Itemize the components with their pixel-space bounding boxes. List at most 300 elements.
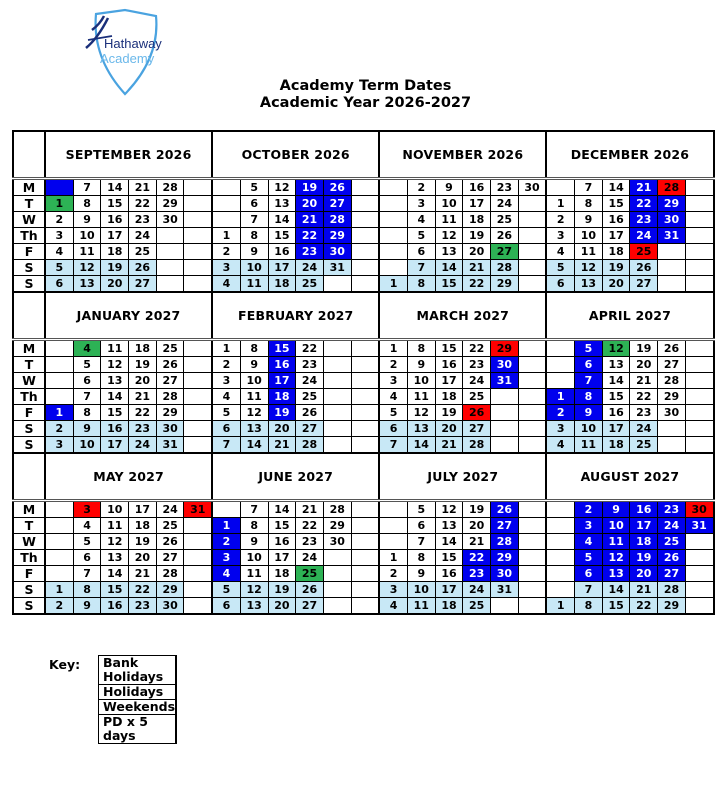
day-cell: 24 xyxy=(129,437,157,454)
empty-cell xyxy=(323,566,351,582)
day-cell: 28 xyxy=(296,437,324,454)
empty-cell xyxy=(658,244,686,260)
title-line-2: Academic Year 2026-2027 xyxy=(259,95,472,111)
day-cell: 30 xyxy=(491,566,519,582)
day-cell: 2 xyxy=(379,357,407,373)
day-cell: 24 xyxy=(630,421,658,437)
empty-cell xyxy=(323,582,351,598)
day-cell: 9 xyxy=(602,501,630,518)
empty-cell xyxy=(658,276,686,293)
day-cell: 26 xyxy=(296,582,324,598)
day-cell: 2 xyxy=(575,501,603,518)
day-cell: 1 xyxy=(45,405,73,421)
empty-cell xyxy=(518,340,546,357)
day-cell: 6 xyxy=(212,421,240,437)
day-cell: 24 xyxy=(296,373,324,389)
corner-cell xyxy=(13,292,45,340)
empty-cell xyxy=(685,598,713,615)
day-cell: 24 xyxy=(630,228,658,244)
day-cell: 21 xyxy=(463,260,491,276)
day-cell: 29 xyxy=(491,550,519,566)
day-cell: 4 xyxy=(73,340,101,357)
empty-cell xyxy=(351,501,379,518)
day-cell: 16 xyxy=(602,405,630,421)
key-color-swatch xyxy=(176,685,177,700)
empty-cell xyxy=(212,212,240,228)
day-cell: 31 xyxy=(685,518,713,534)
empty-cell xyxy=(323,598,351,615)
day-cell: 26 xyxy=(491,228,519,244)
day-cell: 4 xyxy=(575,534,603,550)
day-cell: 9 xyxy=(73,212,101,228)
day-row xyxy=(13,582,714,598)
empty-cell xyxy=(351,212,379,228)
day-cell: 6 xyxy=(407,244,435,260)
day-cell: 10 xyxy=(602,518,630,534)
day-row xyxy=(13,534,714,550)
day-cell: 17 xyxy=(101,437,129,454)
day-cell: 6 xyxy=(240,196,268,212)
day-cell: 18 xyxy=(602,437,630,454)
weekday-label: S xyxy=(13,260,45,276)
empty-cell xyxy=(323,340,351,357)
day-cell: 2 xyxy=(212,244,240,260)
day-cell: 30 xyxy=(156,212,184,228)
empty-cell xyxy=(45,518,73,534)
weekday-label: F xyxy=(13,566,45,582)
key-label: Key: xyxy=(49,657,81,672)
day-cell: 18 xyxy=(435,598,463,615)
day-cell: 30 xyxy=(156,598,184,615)
empty-cell xyxy=(184,276,212,293)
empty-cell xyxy=(351,373,379,389)
month-header-row xyxy=(13,453,714,501)
day-cell: 29 xyxy=(323,518,351,534)
day-cell: 6 xyxy=(73,373,101,389)
day-row xyxy=(13,405,714,421)
day-cell: 25 xyxy=(463,389,491,405)
day-cell: 18 xyxy=(435,389,463,405)
day-row xyxy=(13,340,714,357)
day-row xyxy=(13,389,714,405)
empty-cell xyxy=(518,260,546,276)
day-cell: 31 xyxy=(491,582,519,598)
day-cell: 17 xyxy=(630,518,658,534)
day-cell: 26 xyxy=(463,405,491,421)
empty-cell xyxy=(184,421,212,437)
day-cell: 17 xyxy=(268,373,296,389)
day-cell: 10 xyxy=(407,373,435,389)
empty-cell xyxy=(685,389,713,405)
empty-cell xyxy=(351,534,379,550)
day-cell: 12 xyxy=(602,340,630,357)
day-cell: 30 xyxy=(323,244,351,260)
day-cell: 8 xyxy=(575,598,603,615)
day-cell: 23 xyxy=(129,212,157,228)
empty-cell xyxy=(546,340,574,357)
empty-cell xyxy=(323,421,351,437)
day-cell: 6 xyxy=(379,421,407,437)
day-cell: 21 xyxy=(630,179,658,196)
empty-cell xyxy=(45,389,73,405)
day-cell: 27 xyxy=(156,373,184,389)
day-cell: 11 xyxy=(73,244,101,260)
empty-cell xyxy=(184,566,212,582)
day-cell: 13 xyxy=(602,357,630,373)
empty-cell xyxy=(685,228,713,244)
day-cell: 13 xyxy=(602,566,630,582)
day-cell: 7 xyxy=(73,566,101,582)
day-cell: 20 xyxy=(602,276,630,293)
weekday-label: S xyxy=(13,598,45,615)
day-cell: 27 xyxy=(296,421,324,437)
day-cell: 6 xyxy=(575,566,603,582)
day-cell: 7 xyxy=(407,260,435,276)
empty-cell xyxy=(491,437,519,454)
day-cell: 11 xyxy=(575,244,603,260)
empty-cell xyxy=(685,212,713,228)
day-cell: 17 xyxy=(602,228,630,244)
day-cell: 13 xyxy=(101,373,129,389)
day-cell: 24 xyxy=(463,582,491,598)
day-cell: 26 xyxy=(129,260,157,276)
day-cell: 12 xyxy=(240,582,268,598)
day-cell: 15 xyxy=(602,598,630,615)
day-cell: 11 xyxy=(407,598,435,615)
day-cell: 25 xyxy=(630,437,658,454)
day-cell: 11 xyxy=(101,518,129,534)
day-row xyxy=(13,260,714,276)
day-cell: 28 xyxy=(491,534,519,550)
day-cell: 29 xyxy=(658,389,686,405)
day-cell: 8 xyxy=(240,340,268,357)
month-title: OCTOBER 2026 xyxy=(212,131,379,179)
weekday-label: W xyxy=(13,212,45,228)
empty-cell xyxy=(685,582,713,598)
day-cell: 28 xyxy=(658,582,686,598)
day-cell: 3 xyxy=(212,550,240,566)
day-cell: 19 xyxy=(268,405,296,421)
day-row xyxy=(13,373,714,389)
day-cell: 22 xyxy=(296,518,324,534)
month-title: JULY 2027 xyxy=(379,453,546,501)
day-cell: 7 xyxy=(212,437,240,454)
empty-cell xyxy=(184,550,212,566)
day-cell: 20 xyxy=(435,421,463,437)
day-cell: 6 xyxy=(407,518,435,534)
day-cell: 13 xyxy=(73,276,101,293)
day-cell: 7 xyxy=(407,534,435,550)
day-cell: 24 xyxy=(296,550,324,566)
empty-cell xyxy=(379,212,407,228)
day-cell: 16 xyxy=(463,179,491,196)
day-cell: 27 xyxy=(129,276,157,293)
empty-cell xyxy=(45,501,73,518)
day-cell: 8 xyxy=(407,276,435,293)
day-cell: 12 xyxy=(602,550,630,566)
month-title: DECEMBER 2026 xyxy=(546,131,713,179)
day-cell: 27 xyxy=(491,518,519,534)
day-cell: 15 xyxy=(602,196,630,212)
day-cell: 9 xyxy=(435,179,463,196)
day-cell: 17 xyxy=(463,196,491,212)
day-cell: 19 xyxy=(435,405,463,421)
day-cell: 5 xyxy=(73,534,101,550)
day-row xyxy=(13,276,714,293)
day-cell: 24 xyxy=(491,196,519,212)
day-cell: 19 xyxy=(630,340,658,357)
day-cell: 2 xyxy=(212,534,240,550)
day-cell: 19 xyxy=(268,582,296,598)
day-cell: 15 xyxy=(435,340,463,357)
day-cell: 22 xyxy=(129,196,157,212)
day-cell: 23 xyxy=(296,357,324,373)
day-cell: 1 xyxy=(45,196,73,212)
day-cell: 1 xyxy=(212,340,240,357)
empty-cell xyxy=(351,421,379,437)
day-cell: 15 xyxy=(101,405,129,421)
day-cell: 15 xyxy=(435,550,463,566)
empty-cell xyxy=(518,389,546,405)
day-cell: 27 xyxy=(323,196,351,212)
empty-cell xyxy=(518,518,546,534)
day-cell: 27 xyxy=(630,276,658,293)
empty-cell xyxy=(351,405,379,421)
day-cell: 24 xyxy=(296,260,324,276)
empty-cell xyxy=(685,373,713,389)
empty-cell xyxy=(184,518,212,534)
empty-cell xyxy=(518,501,546,518)
day-cell: 7 xyxy=(379,437,407,454)
day-cell: 13 xyxy=(575,276,603,293)
empty-cell xyxy=(156,276,184,293)
empty-cell xyxy=(184,340,212,357)
day-cell: 9 xyxy=(575,212,603,228)
empty-cell xyxy=(518,373,546,389)
empty-cell xyxy=(518,421,546,437)
day-cell: 23 xyxy=(296,244,324,260)
key-item-label: PD x 5 days xyxy=(99,715,176,744)
empty-cell xyxy=(351,389,379,405)
empty-cell xyxy=(351,582,379,598)
empty-cell xyxy=(546,534,574,550)
day-cell: 24 xyxy=(129,228,157,244)
day-cell: 18 xyxy=(101,244,129,260)
day-cell: 14 xyxy=(602,179,630,196)
day-row xyxy=(13,228,714,244)
day-cell: 1 xyxy=(546,389,574,405)
day-cell: 26 xyxy=(491,501,519,518)
day-cell: 23 xyxy=(463,357,491,373)
day-cell: 5 xyxy=(407,228,435,244)
empty-cell xyxy=(184,405,212,421)
day-cell: 28 xyxy=(658,373,686,389)
day-cell: 23 xyxy=(296,534,324,550)
day-cell: 19 xyxy=(129,357,157,373)
empty-cell xyxy=(379,501,407,518)
day-cell: 7 xyxy=(575,179,603,196)
empty-cell xyxy=(518,437,546,454)
day-cell: 4 xyxy=(379,598,407,615)
day-cell: 7 xyxy=(240,212,268,228)
empty-cell xyxy=(546,179,574,196)
day-cell: 15 xyxy=(268,228,296,244)
weekday-label: M xyxy=(13,340,45,357)
day-cell: 24 xyxy=(156,501,184,518)
day-cell: 21 xyxy=(268,437,296,454)
empty-cell xyxy=(323,405,351,421)
day-cell: 27 xyxy=(658,566,686,582)
day-cell: 16 xyxy=(435,566,463,582)
day-cell: 31 xyxy=(184,501,212,518)
day-cell: 25 xyxy=(463,598,491,615)
month-title: NOVEMBER 2026 xyxy=(379,131,546,179)
day-cell: 23 xyxy=(463,566,491,582)
day-cell: 17 xyxy=(268,260,296,276)
empty-cell xyxy=(379,260,407,276)
empty-cell xyxy=(491,389,519,405)
day-cell: 22 xyxy=(296,228,324,244)
day-cell: 6 xyxy=(575,357,603,373)
day-cell: 17 xyxy=(129,501,157,518)
day-cell: 31 xyxy=(323,260,351,276)
empty-cell xyxy=(184,582,212,598)
key-color-swatch xyxy=(176,656,177,685)
day-cell: 20 xyxy=(129,550,157,566)
day-cell: 20 xyxy=(268,421,296,437)
day-cell: 18 xyxy=(129,518,157,534)
empty-cell xyxy=(184,179,212,196)
day-cell: 8 xyxy=(240,518,268,534)
month-title: FEBRUARY 2027 xyxy=(212,292,379,340)
day-cell: 9 xyxy=(73,421,101,437)
day-cell: 9 xyxy=(73,598,101,615)
day-cell: 4 xyxy=(45,244,73,260)
day-cell: 13 xyxy=(240,598,268,615)
empty-cell xyxy=(685,179,713,196)
corner-cell xyxy=(13,131,45,179)
day-cell: 3 xyxy=(546,421,574,437)
empty-cell xyxy=(379,518,407,534)
empty-cell xyxy=(45,534,73,550)
empty-cell xyxy=(546,550,574,566)
empty-cell xyxy=(323,357,351,373)
day-cell: 29 xyxy=(491,340,519,357)
day-cell: 4 xyxy=(407,212,435,228)
day-cell: 16 xyxy=(630,501,658,518)
day-cell: 19 xyxy=(463,228,491,244)
weekday-label: T xyxy=(13,196,45,212)
day-cell: 18 xyxy=(630,534,658,550)
weekday-label: T xyxy=(13,518,45,534)
key-item-label: Bank Holidays xyxy=(99,656,176,685)
day-cell: 25 xyxy=(658,534,686,550)
empty-cell xyxy=(351,598,379,615)
empty-cell xyxy=(156,260,184,276)
day-cell: 9 xyxy=(407,357,435,373)
day-cell: 10 xyxy=(240,373,268,389)
day-cell: 10 xyxy=(73,228,101,244)
day-cell: 23 xyxy=(658,501,686,518)
empty-cell xyxy=(184,534,212,550)
day-cell: 18 xyxy=(129,340,157,357)
empty-cell xyxy=(546,373,574,389)
empty-cell xyxy=(685,276,713,293)
day-row xyxy=(13,212,714,228)
day-cell: 14 xyxy=(268,501,296,518)
empty-cell xyxy=(212,179,240,196)
day-cell: 13 xyxy=(268,196,296,212)
day-cell: 6 xyxy=(212,598,240,615)
weekday-label: S xyxy=(13,582,45,598)
day-cell: 11 xyxy=(435,212,463,228)
day-cell: 16 xyxy=(268,534,296,550)
month-title: AUGUST 2027 xyxy=(546,453,713,501)
empty-cell xyxy=(212,196,240,212)
day-cell: 19 xyxy=(602,260,630,276)
day-cell: 23 xyxy=(630,212,658,228)
day-cell: 27 xyxy=(463,421,491,437)
day-cell: 1 xyxy=(45,582,73,598)
day-cell: 14 xyxy=(268,212,296,228)
weekday-label: F xyxy=(13,244,45,260)
day-cell: 14 xyxy=(407,437,435,454)
day-cell: 16 xyxy=(268,244,296,260)
day-cell: 12 xyxy=(268,179,296,196)
empty-cell xyxy=(518,228,546,244)
day-cell: 17 xyxy=(268,550,296,566)
day-cell: 30 xyxy=(658,212,686,228)
day-cell: 5 xyxy=(575,550,603,566)
day-cell: 11 xyxy=(240,389,268,405)
day-cell: 21 xyxy=(463,534,491,550)
day-cell: 30 xyxy=(658,405,686,421)
empty-cell xyxy=(323,276,351,293)
day-cell: 18 xyxy=(268,566,296,582)
day-cell: 22 xyxy=(296,340,324,357)
day-cell: 19 xyxy=(129,534,157,550)
empty-cell xyxy=(685,421,713,437)
day-cell: 20 xyxy=(630,357,658,373)
day-cell: 26 xyxy=(323,179,351,196)
day-cell: 11 xyxy=(407,389,435,405)
day-cell: 25 xyxy=(296,566,324,582)
day-cell: 20 xyxy=(129,373,157,389)
day-cell: 22 xyxy=(129,582,157,598)
day-cell: 27 xyxy=(491,244,519,260)
empty-cell xyxy=(184,212,212,228)
day-cell: 9 xyxy=(240,534,268,550)
day-cell: 5 xyxy=(212,405,240,421)
day-cell: 16 xyxy=(435,357,463,373)
day-row xyxy=(13,518,714,534)
day-cell: 29 xyxy=(323,228,351,244)
month-header-row xyxy=(13,131,714,179)
day-cell: 10 xyxy=(101,501,129,518)
weekday-label: M xyxy=(13,501,45,518)
day-row xyxy=(13,501,714,518)
empty-cell xyxy=(518,550,546,566)
day-cell: 15 xyxy=(268,340,296,357)
empty-cell xyxy=(351,276,379,293)
day-cell: 1 xyxy=(379,340,407,357)
empty-cell xyxy=(685,405,713,421)
day-cell: 2 xyxy=(546,212,574,228)
day-cell: 7 xyxy=(240,501,268,518)
day-cell: 22 xyxy=(129,405,157,421)
key-row xyxy=(99,656,177,685)
day-cell: 11 xyxy=(101,340,129,357)
